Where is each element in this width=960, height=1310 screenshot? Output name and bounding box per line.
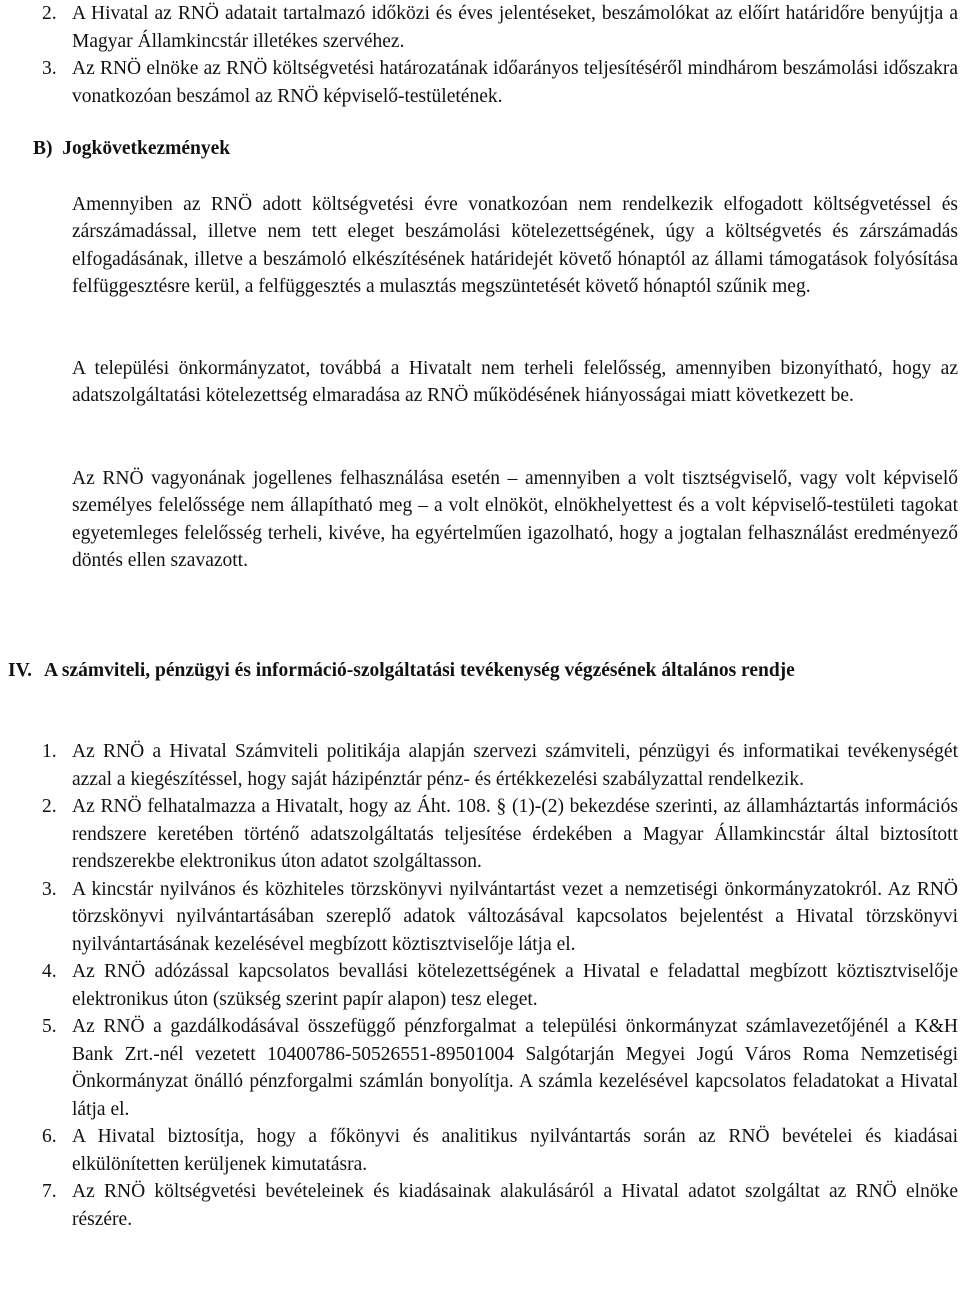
list-item <box>42 1178 958 1233</box>
section-b-paragraph: A települési önkormányzatot, továbbá a Hivatalt nem terheli felelősség, amennyiben bizonyítható, hogy az adatszolgáltatási kötelezettség elmaradása az RNÖ működésének hiányosságai miatt következett be. <box>72 358 958 407</box>
list-item <box>42 958 958 1013</box>
list-item-text: Az RNÖ adózással kapcsolatos bevallási kötelezettségének a Hivatal e feladattal megbízott köztisztviselője elektronikus úton (szükség szerint papír alapon) tesz eleget. <box>72 961 958 1010</box>
list-item-number: 5. <box>42 1016 57 1037</box>
list-item <box>42 793 958 876</box>
list-item-text: Az RNÖ a gazdálkodásával összefüggő pénzforgalmat a települési önkormányzat számlavezetőjénél a K&H Bank Zrt.-nél vezetett 10400786-50526551-89501004 Salgótarján Megyei Jogú Város Roma Nemzetiségi Önkormányzat önálló pénzforgalmi számlán bonyolítja. A számla kezelésével kapcsolatos feladatokat a Hivatal látja el. <box>72 1016 958 1120</box>
list-item-number: 6. <box>42 1126 57 1147</box>
list-item-text: Az RNÖ felhatalmazza a Hivatalt, hogy az Áht. 108. § (1)-(2) bekezdése szerinti, az államháztartás információs rendszere keretében történő adatszolgáltatás teljesítése érdekében a Magyar Államkincstár által biztosított rendszerekbe elektronikus úton adatot szolgáltasson. <box>72 796 958 872</box>
list-item-text: Az RNÖ a Hivatal Számviteli politikája alapján szervezi számviteli, pénzügyi és informatikai tevékenységét azzal a kiegészítéssel, hogy saját házipénztár pénz- és értékkezelési szabályzattal rendelkezik. <box>72 741 958 790</box>
section-b-paragraph: Az RNÖ vagyonának jogellenes felhasználása esetén – amennyiben a volt tisztségviselő, vagy volt képviselő személyes felelőssége nem állapítható meg – a volt elnököt, elnökhelyettest és a volt képviselő-testületi tagokat egyetemleges felelősség terheli, kivéve, ha egyértelműen igazolható, hogy a jogtalan felhasználást eredményező döntés ellen szavazott. <box>72 468 958 571</box>
section-b-heading: B) Jogkövetkezmények <box>33 138 231 159</box>
list-item-number: 2. <box>42 3 57 24</box>
list-item-text: Az RNÖ költségvetési bevételeinek és kiadásainak alakulásáról a Hivatal adatot szolgáltat az RNÖ elnöke részére. <box>72 1181 958 1230</box>
list-item-number: 2. <box>42 796 57 817</box>
list-item-number: 3. <box>42 878 57 900</box>
section-b-paragraph: Amennyiben az RNÖ adott költségvetési évre vonatkozóan nem rendelkezik elfogadott költségvetéssel és zárszámadással, illetve nem tett eleget beszámolási kötelezettségének, úgy a költségvetés és zárszámadás elfogadásának, illetve a beszámoló elkészítésének határidejét követő hónaptól az állami támogatások folyósítása felfüggesztésre kerül, a felfüggesztés a mulasztás megszüntetését követő hónaptól szűnik meg. <box>72 194 958 297</box>
section-iv-heading: A számviteli, pénzügyi és információ-szolgáltatási tevékenység végzésének általános rendje <box>44 660 795 681</box>
list-item-text: A Hivatal az RNÖ adatait tartalmazó időközi és éves jelentéseket, beszámolókat az előírt határidőre benyújtja a Magyar Államkincstár illetékes szervéhez. <box>72 3 958 52</box>
list-item-number: 7. <box>42 1181 57 1202</box>
top-numbered-list <box>42 0 958 110</box>
list-item-number: 1. <box>42 741 57 762</box>
section-iv-number: IV. <box>8 660 33 681</box>
list-item <box>42 738 958 793</box>
list-item-text: A Hivatal biztosítja, hogy a főkönyvi és analitikus nyilvántartás során az RNÖ bevételei és kiadásai elkülönítetten kerüljenek kimutatásra. <box>72 1126 958 1175</box>
list-item <box>42 0 958 55</box>
list-item-text: Az RNÖ elnöke az RNÖ költségvetési határozatának időarányos teljesítéséről mindhárom beszámolási időszakra vonatkozóan beszámol az RNÖ képviselő-testületének. <box>72 58 958 107</box>
list-item <box>42 1013 958 1123</box>
list-item <box>42 876 958 959</box>
section-iv-list <box>42 738 958 1233</box>
list-item-number: 3. <box>42 58 57 79</box>
list-item <box>42 1123 958 1178</box>
list-item-number: 4. <box>42 961 57 982</box>
list-item <box>42 55 958 110</box>
list-item-text: A kincstár nyilvános és közhiteles törzskönyvi nyilvántartást vezet a nemzetiségi önkormányzatokról. Az RNÖ törzskönyvi nyilvántartásában szereplő adatok változásával kapcsolatos bejelentést a Hivatal törzskönyvi nyilvántartásának kezelésével megbízott köztisztviselője látja el. <box>72 878 958 955</box>
